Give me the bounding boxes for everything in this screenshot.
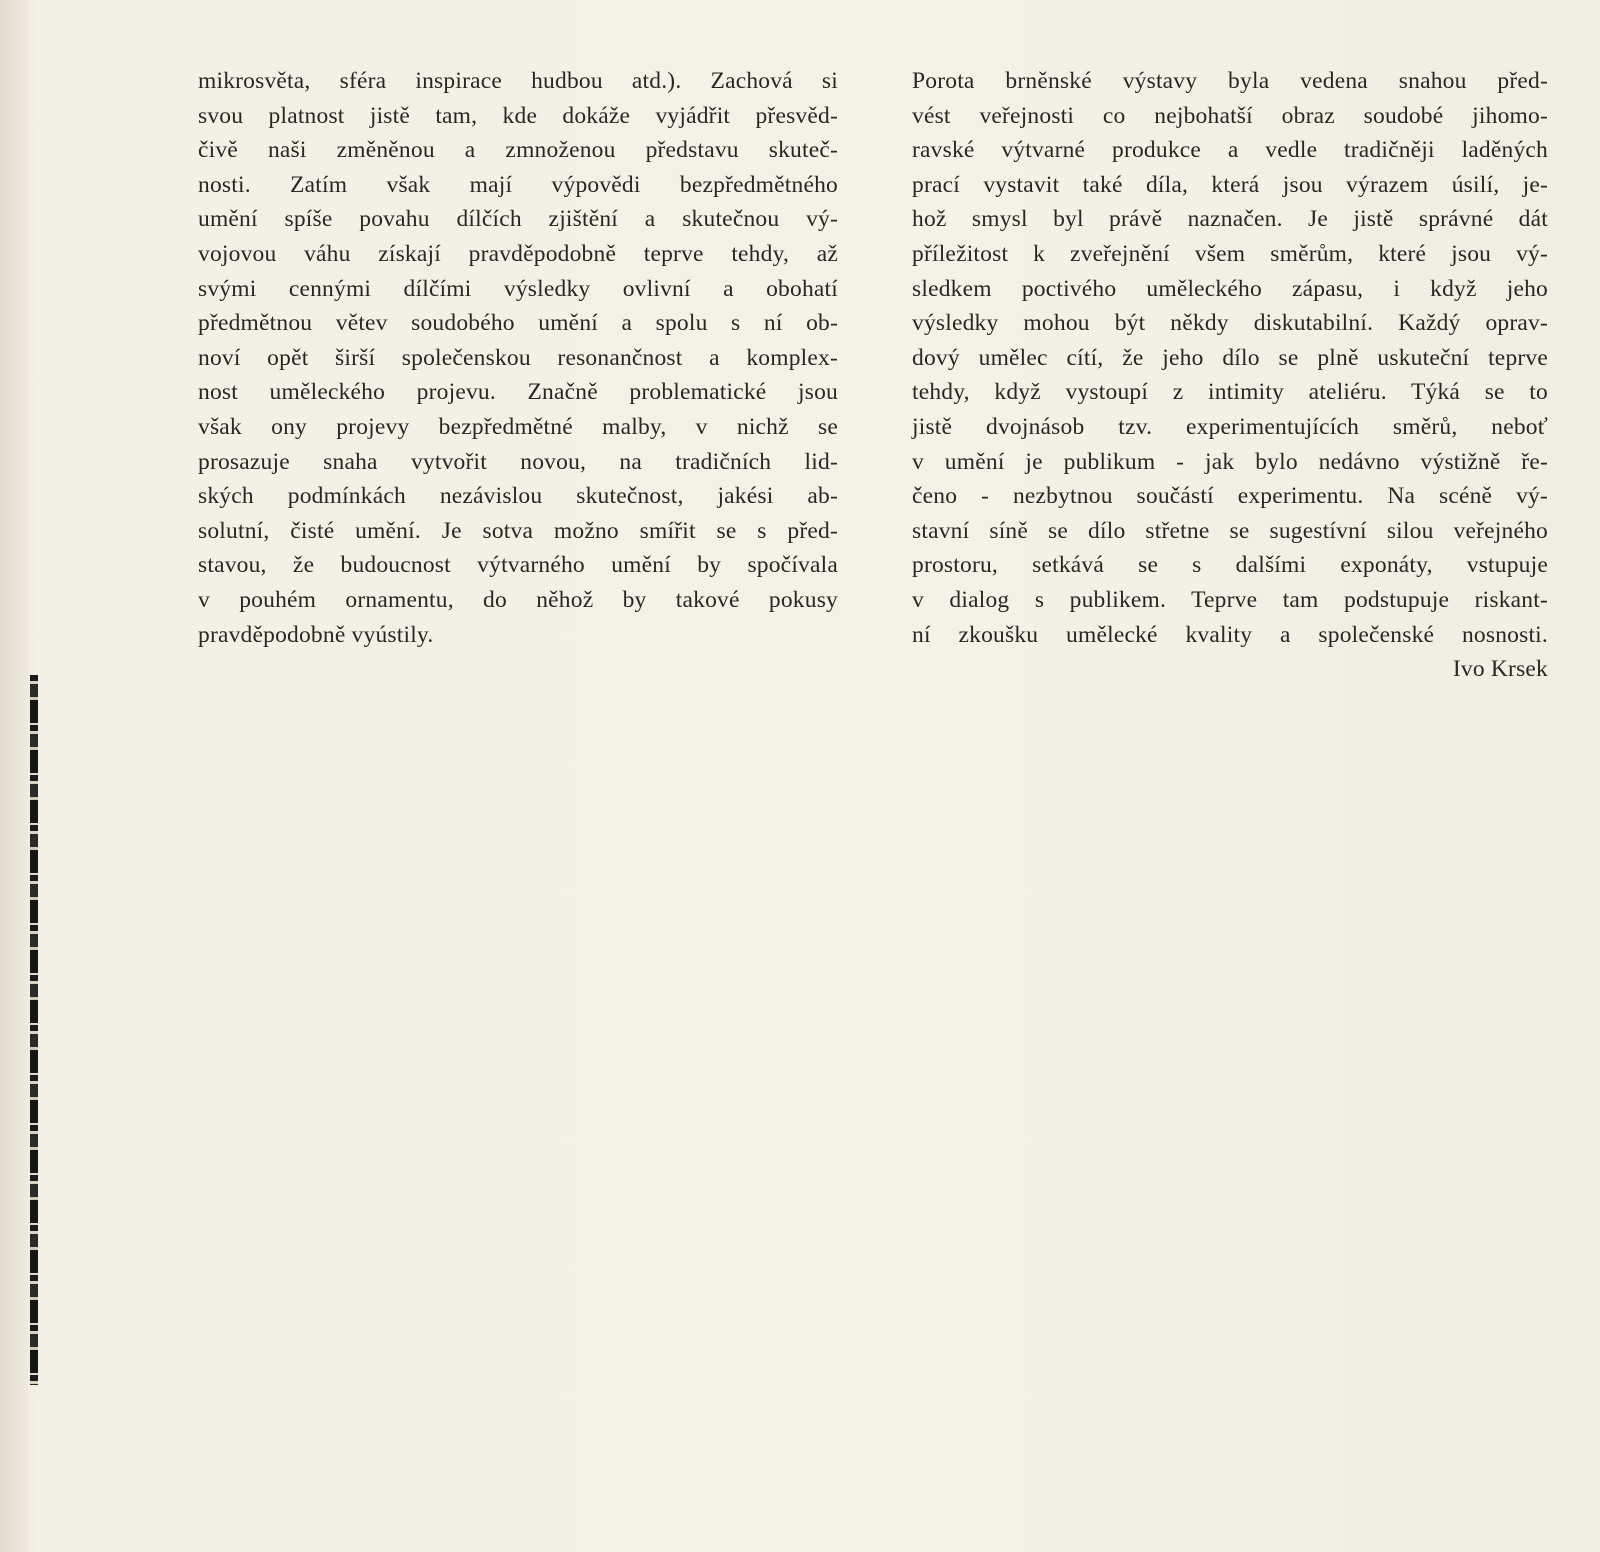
text-line: jistě dvojnásob tzv. experimentujících směrů, neboť [912,413,1548,440]
text-line: čivě naši změněnou a zmnoženou představu skuteč- [198,137,838,164]
text-line: v umění je publikum - jak bylo nedávno výstižně ře- [912,448,1548,475]
text-line: pravděpodobně vyústily. [198,621,434,648]
text-line: solutní, čisté umění. Je sotva možno smířit se s před- [198,517,838,544]
text-line: prací vystavit také díla, která jsou výrazem úsilí, je- [912,171,1548,198]
text-line: mikrosvěta, sféra inspirace hudbou atd.). Zachová si [198,68,838,94]
text-line: sledkem poctivého uměleckého zápasu, i když jeho [912,275,1548,302]
text-line: nost uměleckého projevu. Značně problematické jsou [198,379,838,406]
text-line: ravské výtvarné produkce a vedle tradičněji laděných [912,137,1548,164]
text-line: umění spíše povahu dílčích zjištění a skutečnou vý- [198,206,838,233]
right-text-column [912,64,1548,687]
text-line: hož smysl byl právě naznačen. Je jistě správné dát [912,206,1548,233]
text-line: prostoru, setkává se s dalšími exponáty, vstupuje [912,552,1548,579]
text-line: tehdy, když vystoupí z intimity ateliéru. Týká se to [912,379,1548,406]
text-line: Porota brněnské výstavy byla vedena snahou před- [912,68,1548,94]
text-line: předmětnou větev soudobého umění a spolu s ní ob- [198,310,838,337]
text-line: vojovou váhu získají pravděpodobně teprve tehdy, až [198,240,838,267]
text-line: noví opět širší společenskou resonančnost a komplex- [198,344,838,371]
page-gutter [0,0,28,1552]
text-line: ských podmínkách nezávislou skutečnost, jakési ab- [198,483,838,510]
text-line: v pouhém ornamentu, do něhož by takové pokusy [198,586,838,613]
text-line: příležitost k zveřejnění všem směrům, které jsou vý- [912,240,1548,267]
text-line: čeno - nezbytnou součástí experimentu. Na scéně vý- [912,483,1548,510]
text-line: svou platnost jistě tam, kde dokáže vyjádřit přesvěd- [198,102,838,129]
text-line: však ony projevy bezpředmětné malby, v nichž se [198,413,838,440]
text-line: svými cennými dílčími výsledky ovlivní a obohatí [198,275,838,302]
text-line: v dialog s publikem. Teprve tam podstupuje riskant- [912,586,1548,613]
adjacent-page-edge [30,675,38,1385]
text-line: vést veřejnosti co nejbohatší obraz soudobé jihomo- [912,102,1548,129]
text-line: nosti. Zatím však mají výpovědi bezpředmětného [198,171,838,198]
left-text-column [198,64,838,652]
text-line: stavní síně se dílo střetne se sugestívní silou veřejného [912,517,1548,544]
text-line: prosazuje snaha vytvořit novou, na tradičních lid- [198,448,838,475]
text-line: dový umělec cítí, že jeho dílo se plně uskuteční teprve [912,344,1548,371]
text-line: stavou, že budoucnost výtvarného umění by spočívala [198,552,838,579]
author-signature: Ivo Krsek [1452,656,1548,683]
text-line: ní zkoušku umělecké kvality a společenské nosnosti. [912,621,1548,648]
text-line: výsledky mohou být někdy diskutabilní. Každý oprav- [912,310,1548,337]
